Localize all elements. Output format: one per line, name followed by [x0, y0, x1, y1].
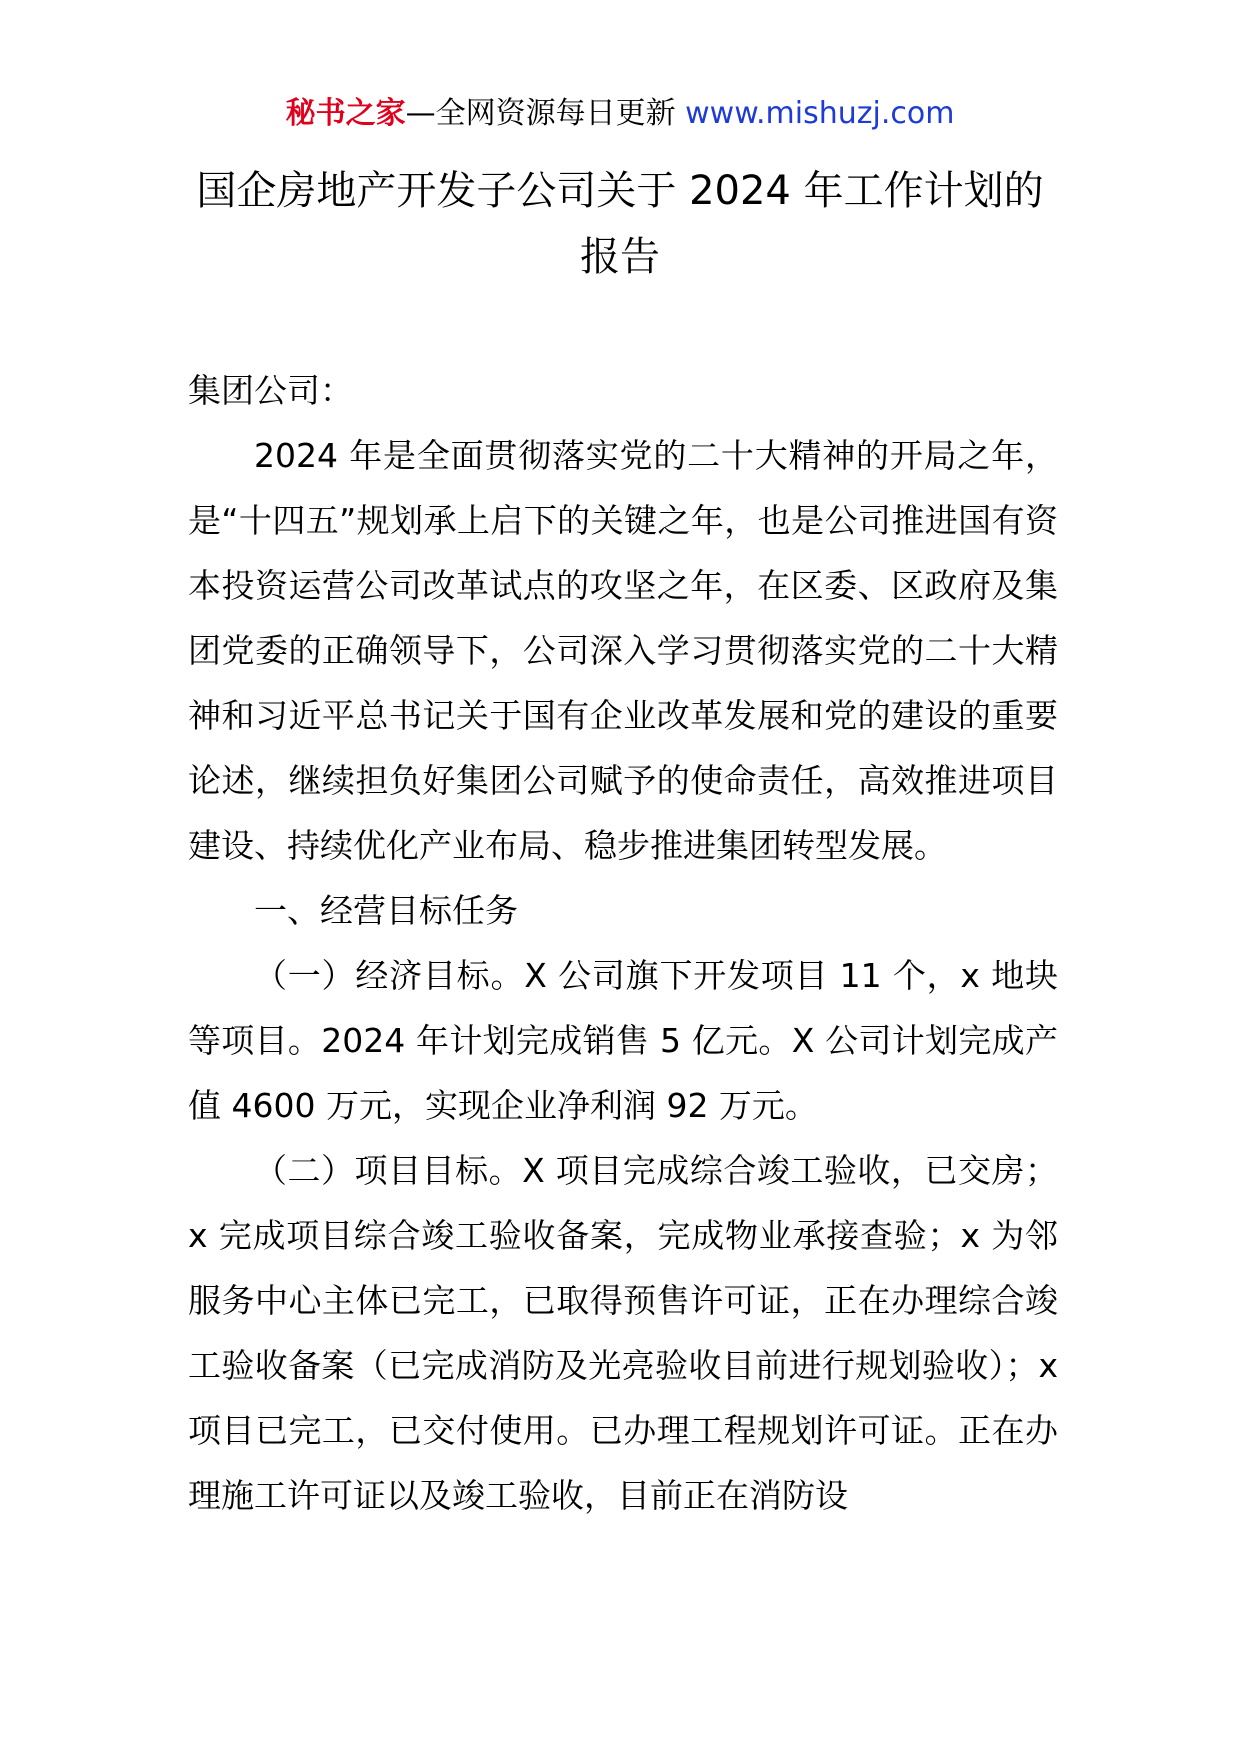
body-paragraph-economic-goals: （一）经济目标。X 公司旗下开发项目 11 个，x 地块等项目。2024 年计划完成销售 5 亿元。X 公司计划完成产值 4600 万元，实现企业净利润 92 万元。 — [188, 956, 1058, 1125]
site-banner — [0, 94, 1240, 134]
document-body — [188, 358, 1058, 1528]
document-title-line-2: 报告 — [580, 234, 660, 280]
brand-url-link[interactable]: www.mishuzj.com — [685, 96, 955, 131]
salutation: 集团公司： — [188, 371, 353, 410]
document-title-line-1: 国企房地产开发子公司关于 2024 年工作计划的 — [196, 168, 1044, 214]
document-title — [150, 158, 1090, 290]
brand-name: 秘书之家 — [285, 96, 406, 131]
body-paragraph-project-goals: （二）项目目标。X 项目完成综合竣工验收，已交房；x 完成项目综合竣工验收备案，完成物业承接查验；x 为邻服务中心主体已完工，已取得预售许可证，正在办理综合竣工验收备案（已完成消防及光亮验收目前进行规划验收）；x 项目已完工，已交付使用。已办理工程规划许可证。正在办理施工许可证以及竣工验收，目前正在消防设 — [188, 1151, 1058, 1515]
section-heading-business-goals: 一、经营目标任务 — [254, 891, 518, 930]
brand-slogan: —全网资源每日更新 — [405, 96, 676, 131]
body-paragraph-intro: 2024 年是全面贯彻落实党的二十大精神的开局之年，是“十四五”规划承上启下的关键之年，也是公司推进国有资本投资运营公司改革试点的攻坚之年，在区委、区政府及集团党委的正确领导下，公司深入学习贯彻落实党的二十大精神和习近平总书记关于国有企业改革发展和党的建设的重要论述，继续担负好集团公司赋予的使命责任，高效推进项目建设、持续优化产业布局、稳步推进集团转型发展。 — [188, 436, 1058, 865]
